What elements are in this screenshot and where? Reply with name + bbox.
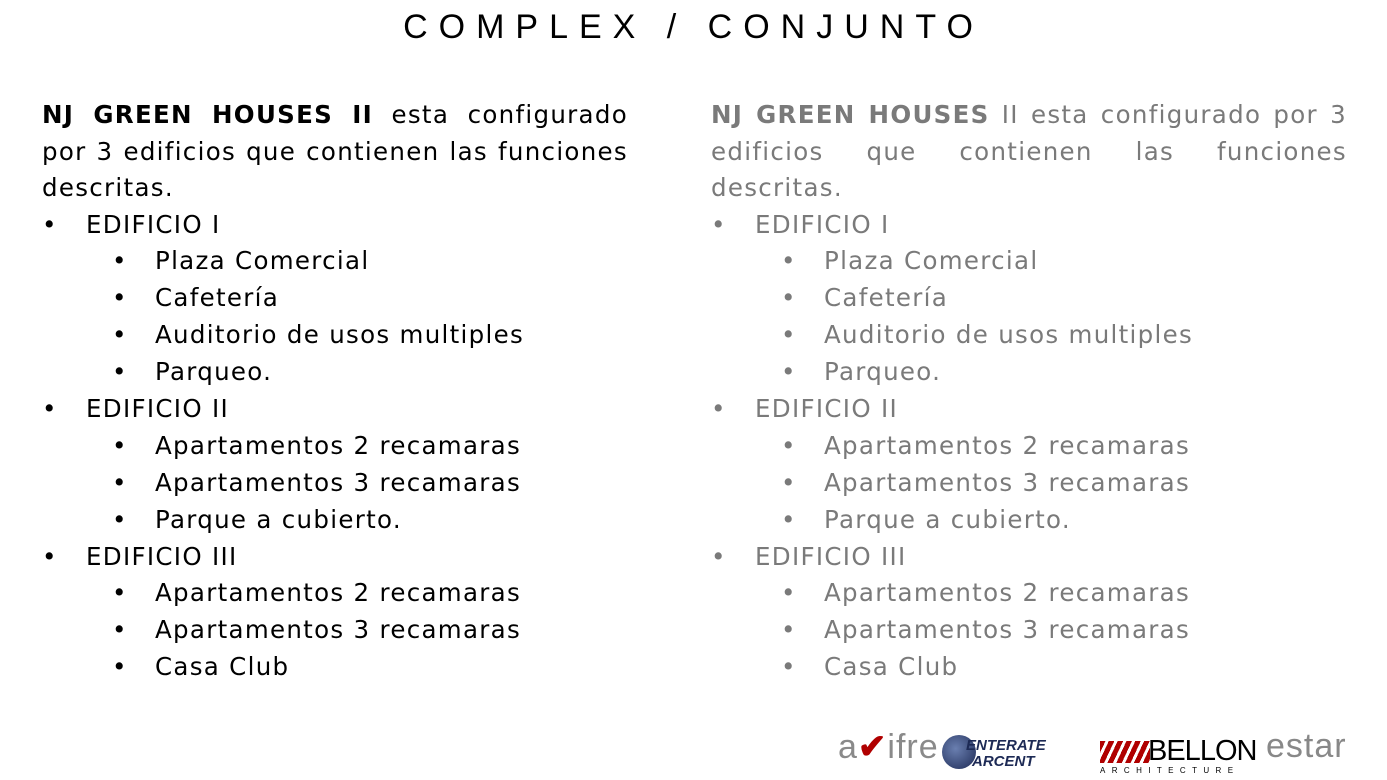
intro-paragraph — [711, 97, 1347, 207]
bellon-mark-icon — [1100, 741, 1150, 763]
building-item-label: EDIFICIO I — [86, 209, 221, 239]
estar-logo: estar — [1266, 727, 1347, 765]
function-item — [711, 649, 1347, 686]
bullet-icon: • — [781, 357, 797, 387]
building-item — [711, 207, 1347, 244]
bullet-icon: • — [42, 541, 58, 571]
building-item-label: EDIFICIO II — [755, 393, 899, 423]
building-item — [711, 539, 1347, 576]
function-item — [711, 354, 1347, 391]
function-item-label: Apartamentos 2 recamaras — [824, 430, 1191, 460]
bullet-icon: • — [781, 430, 797, 460]
avifre-logo: a✔ifre — [838, 728, 939, 766]
function-item-label: Cafetería — [155, 283, 280, 313]
function-item — [42, 612, 628, 649]
bullet-icon: • — [112, 283, 128, 313]
bullet-icon: • — [781, 578, 797, 608]
function-item — [711, 465, 1347, 502]
bellon-architecture-logo: BELLON ARCHITECTURE — [1100, 735, 1257, 775]
column-left — [42, 97, 628, 686]
bullet-icon: • — [112, 320, 128, 350]
function-item-label: Auditorio de usos multiples — [155, 320, 525, 350]
function-item-label: Plaza Comercial — [824, 246, 1039, 276]
function-item — [711, 280, 1347, 317]
building-list — [711, 207, 1347, 687]
bullet-icon: • — [112, 357, 128, 387]
bullet-icon: • — [112, 578, 128, 608]
function-item-label: Casa Club — [824, 652, 959, 682]
project-name: NJ GREEN HOUSES II — [42, 100, 374, 129]
bullet-icon: • — [112, 615, 128, 645]
building-item — [711, 391, 1347, 428]
function-item — [42, 354, 628, 391]
building-item — [42, 539, 628, 576]
function-item — [711, 317, 1347, 354]
building-item-label: EDIFICIO III — [755, 541, 907, 571]
function-item-label: Parqueo. — [155, 357, 273, 387]
check-icon: ✔ — [857, 728, 888, 766]
function-item-label: Apartamentos 3 recamaras — [155, 467, 522, 497]
bullet-icon: • — [711, 209, 727, 239]
intro-text: esta configurado por 3 edificios que contienen las funciones descritas. — [42, 100, 628, 202]
column-right — [711, 97, 1347, 686]
partner-logos — [838, 727, 1387, 777]
bullet-icon: • — [112, 430, 128, 460]
bullet-icon: • — [781, 283, 797, 313]
function-item — [42, 243, 628, 280]
function-item-label: Plaza Comercial — [155, 246, 370, 276]
bullet-icon: • — [781, 504, 797, 534]
intro-text: II esta configurado por 3 edificios que contienen las funciones descritas. — [711, 100, 1347, 202]
bullet-icon: • — [42, 209, 58, 239]
building-item — [42, 207, 628, 244]
bullet-icon: • — [112, 246, 128, 276]
function-item-label: Casa Club — [155, 652, 290, 682]
bullet-icon: • — [781, 246, 797, 276]
page-title: COMPLEX / CONJUNTO — [403, 8, 984, 46]
bullet-icon: • — [112, 652, 128, 682]
function-item-label: Apartamentos 2 recamaras — [155, 578, 522, 608]
bullet-icon: • — [711, 393, 727, 423]
bullet-icon: • — [711, 541, 727, 571]
building-item-label: EDIFICIO II — [86, 393, 230, 423]
function-item — [42, 502, 628, 539]
bullet-icon: • — [112, 467, 128, 497]
building-item-label: EDIFICIO I — [755, 209, 890, 239]
function-item — [42, 428, 628, 465]
function-item-label: Apartamentos 2 recamaras — [155, 430, 522, 460]
bullet-icon: • — [781, 615, 797, 645]
function-item — [711, 502, 1347, 539]
bullet-icon: • — [781, 652, 797, 682]
bullet-icon: • — [42, 393, 58, 423]
bullet-icon: • — [781, 467, 797, 497]
function-item — [42, 280, 628, 317]
function-item — [42, 575, 628, 612]
project-name: NJ GREEN HOUSES — [711, 100, 990, 129]
building-item-label: EDIFICIO III — [86, 541, 238, 571]
function-item-label: Apartamentos 2 recamaras — [824, 578, 1191, 608]
function-item-label: Cafetería — [824, 283, 949, 313]
bullet-icon: • — [781, 320, 797, 350]
function-item — [42, 465, 628, 502]
function-item — [42, 649, 628, 686]
function-item — [711, 243, 1347, 280]
function-item-label: Apartamentos 3 recamaras — [824, 467, 1191, 497]
function-item — [711, 612, 1347, 649]
function-item — [711, 428, 1347, 465]
function-item-label: Apartamentos 3 recamaras — [155, 615, 522, 645]
function-item — [42, 317, 628, 354]
function-item-label: Auditorio de usos multiples — [824, 320, 1194, 350]
intro-paragraph — [42, 97, 628, 207]
function-item-label: Apartamentos 3 recamaras — [824, 615, 1191, 645]
building-list — [42, 207, 628, 687]
building-item — [42, 391, 628, 428]
function-item — [711, 575, 1347, 612]
function-item-label: Parque a cubierto. — [155, 504, 402, 534]
bullet-icon: • — [112, 504, 128, 534]
enterate-arcent-logo: ENTERATE ARCENT — [942, 731, 1092, 773]
function-item-label: Parqueo. — [824, 357, 942, 387]
function-item-label: Parque a cubierto. — [824, 504, 1071, 534]
